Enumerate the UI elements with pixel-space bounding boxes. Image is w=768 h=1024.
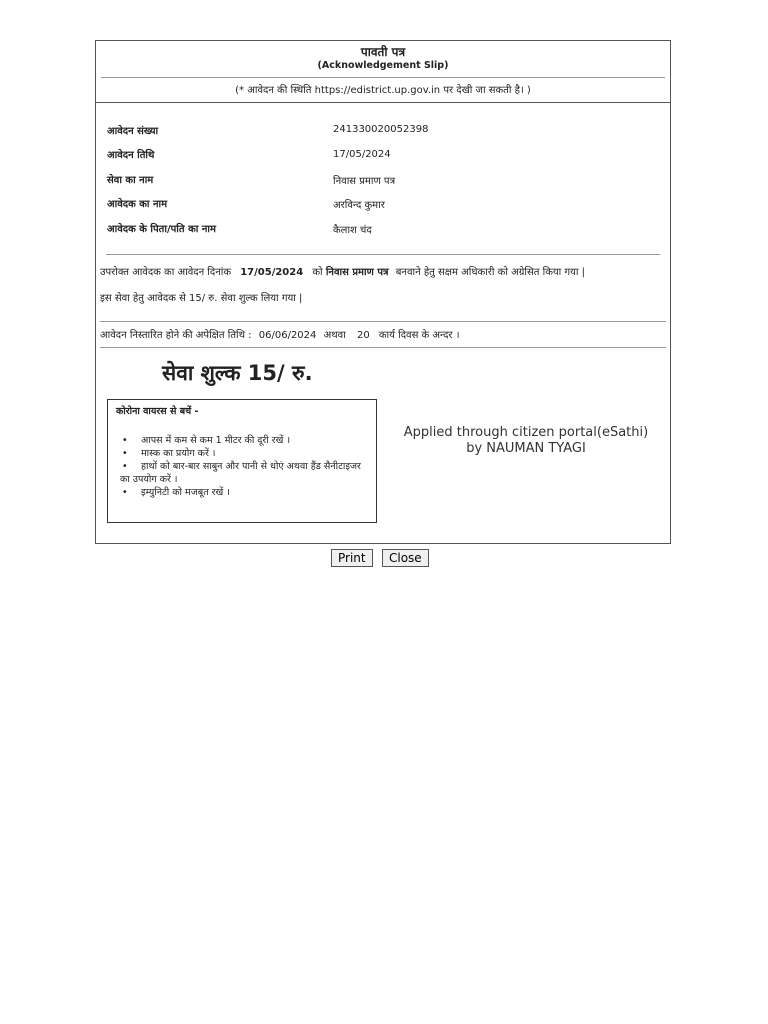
father-husband-name-label: आवेदक के पिता/पति का नाम [107,224,216,235]
corona-advisory-box [107,399,377,523]
list-item: • हाथों को बार-बार साबुन और पानी से धोएं अथवा हैंड सैनीटाइजर का उपयोग करें । [120,460,368,486]
slip-subtitle: (Acknowledgement Slip) [317,60,449,71]
portal-note [394,425,658,457]
application-number-label: आवेदन संख्या [107,126,159,137]
disposal-date: 06/06/2024 [258,330,317,341]
applicant-name-value: अरविन्द कुमार [333,200,385,211]
service-name-label: सेवा का नाम [107,175,154,186]
acknowledgement-slip [95,40,671,544]
corona-advisory-title: कोरोना वायरस से बचें - [116,406,199,417]
portal-note-line1: Applied through citizen portal(eSathi) [403,425,649,440]
service-name-value: निवास प्रमाण पत्र [333,176,396,187]
disposal-days: 20 [356,330,370,341]
disposal-or: अथवा [323,330,346,341]
application-date-value: 17/05/2024 [333,149,391,160]
list-item: • मास्क का प्रयोग करें । [120,447,368,460]
close-button[interactable]: Close [382,549,429,567]
print-button[interactable]: Print [331,549,373,567]
forward-date: 17/05/2024 [240,267,304,278]
portal-note-line2: by NAUMAN TYAGI [466,441,586,456]
fee-statement: इस सेवा हेतु आवेदक से 15/ रु. सेवा शुल्क लिया गया | [100,293,303,304]
list-item: • इम्युनिटी को मजबूत रखें । [120,486,368,499]
list-item: • आपस में कम से कम 1 मीटर की दूरी रखें । [120,434,368,447]
applicant-name-label: आवेदक का नाम [107,199,168,210]
expected-disposal-line [100,327,459,341]
application-number-value: 241330020052398 [333,124,429,135]
forwarded-statement [100,264,585,278]
forward-service: निवास प्रमाण पत्र [325,267,389,278]
title-divider [101,77,665,78]
service-fee-heading: सेवा शुल्क 15/ रु. [162,361,313,385]
header-separator [96,102,670,103]
father-husband-name-value: कैलाश चंद [333,225,372,236]
application-date-label: आवेदन तिथि [107,150,155,161]
forward-suffix: बनवाने हेतु सक्षम अधिकारी को अग्रेसित किया गया | [395,267,586,278]
disposal-divider-bottom [100,347,666,348]
details-divider [106,254,660,255]
disposal-suffix: कार्य दिवस के अन्दर । [378,330,460,341]
forward-ko: को [312,267,323,278]
disposal-divider-top [100,321,666,322]
slip-title: पावती पत्र [360,45,406,59]
corona-advisory-list [108,434,376,499]
forward-prefix: उपरोक्त आवेदक का आवेदन दिनांक [100,267,232,278]
status-note: (* आवेदन की स्थिति https://edistrict.up.gov.in पर देखी जा सकती है। ) [235,85,531,96]
disposal-prefix: आवेदन निस्तारित होने की अपेक्षित तिथि : [100,330,252,341]
